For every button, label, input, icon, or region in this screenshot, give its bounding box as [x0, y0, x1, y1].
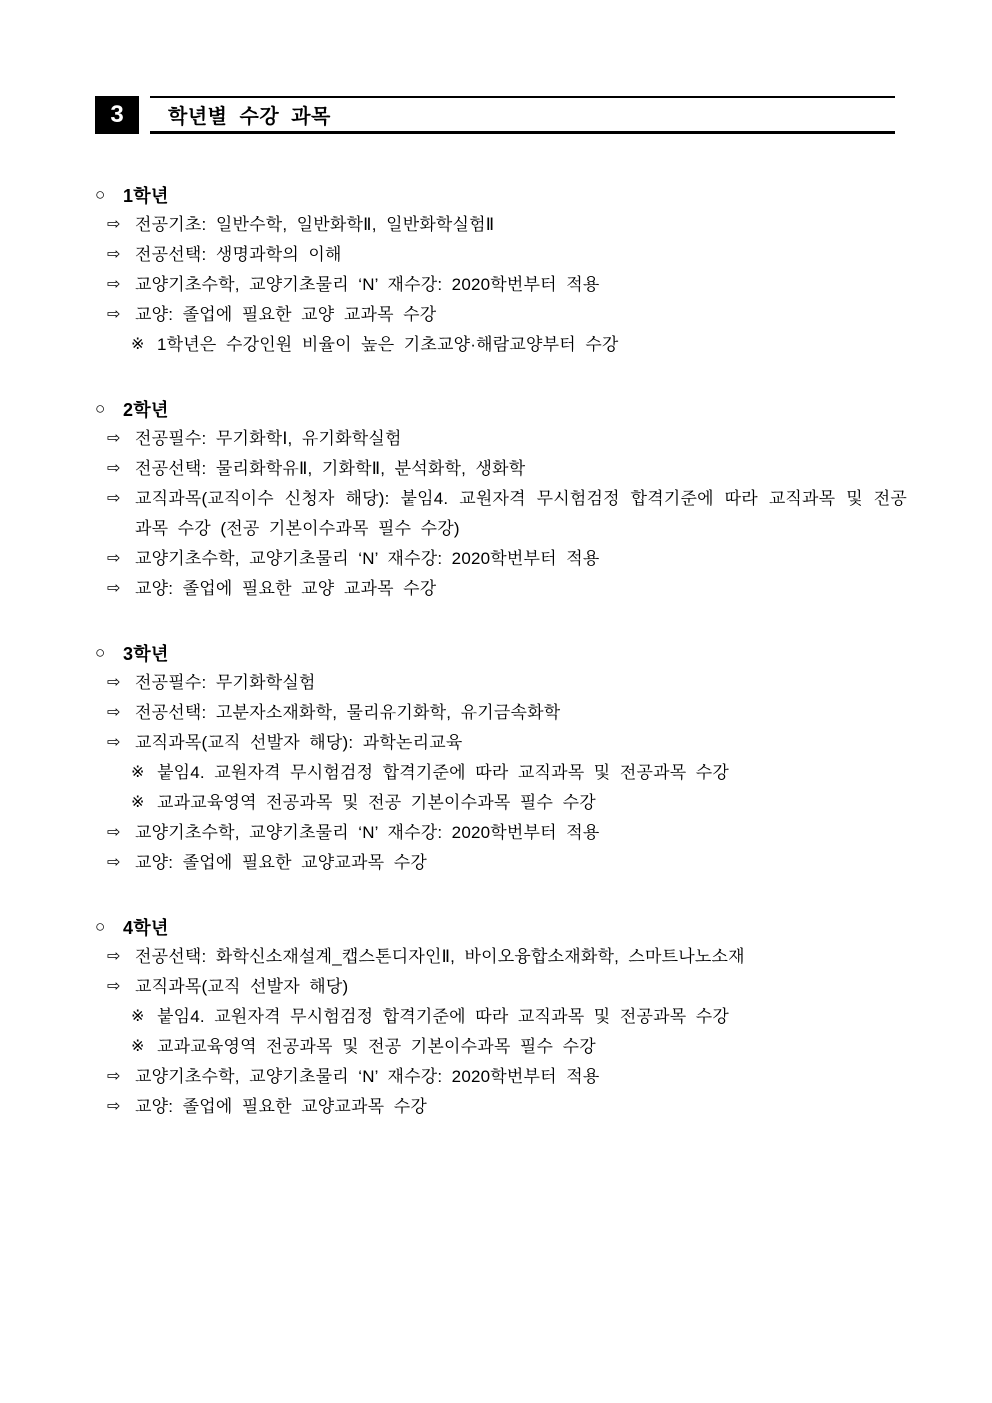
- item-text: 교양기초수학, 교양기초물리 ‘N’ 재수강: 2020학번부터 적용: [135, 1067, 600, 1086]
- item-text: 전공선택: 생명과학의 이해: [135, 245, 342, 264]
- item-text: 전공필수: 무기화학실험: [135, 673, 316, 692]
- course-item: [95, 942, 907, 972]
- course-item: [95, 728, 907, 758]
- arrow-bullet-icon: ⇨: [107, 704, 121, 721]
- course-item: [95, 544, 907, 574]
- item-text: 1학년은 수강인원 비율이 높은 기초교양·해람교양부터 수강: [157, 335, 619, 354]
- course-item: [95, 240, 907, 270]
- section-heading: [95, 912, 907, 942]
- section-title: 2학년: [123, 400, 169, 420]
- section-title: 4학년: [123, 918, 169, 938]
- arrow-bullet-icon: ⇨: [107, 216, 121, 233]
- course-item: [95, 210, 907, 240]
- reference-mark-icon: ※: [131, 1038, 145, 1055]
- arrow-bullet-icon: ⇨: [107, 580, 121, 597]
- section-heading: [95, 180, 907, 210]
- arrow-bullet-icon: ⇨: [107, 734, 121, 751]
- sections-container: [95, 180, 907, 1122]
- circle-bullet-icon: ○: [95, 399, 106, 418]
- circle-bullet-icon: ○: [95, 643, 106, 662]
- course-item: [95, 270, 907, 300]
- course-item: [95, 484, 907, 544]
- item-text: 전공기초: 일반수학, 일반화학Ⅱ, 일반화학실험Ⅱ: [135, 215, 495, 234]
- arrow-bullet-icon: ⇨: [107, 674, 121, 691]
- section-number-badge: 3: [95, 96, 139, 134]
- item-text: 전공선택: 화학신소재설계_캡스톤디자인Ⅱ, 바이오융합소재화학, 스마트나노소재: [135, 947, 745, 966]
- arrow-bullet-icon: ⇨: [107, 824, 121, 841]
- course-item: [95, 424, 907, 454]
- item-text: 교직과목(교직 선발자 해당): 과학논리교육: [135, 733, 463, 752]
- item-text: 교양: 졸업에 필요한 교양 교과목 수강: [135, 305, 437, 324]
- reference-mark-icon: ※: [131, 764, 145, 781]
- item-text: 교양: 졸업에 필요한 교양교과목 수강: [135, 1097, 427, 1116]
- page-title: 학년별 수강 과목: [168, 106, 331, 128]
- section-heading: [95, 638, 907, 668]
- grade-section-1: [95, 180, 907, 360]
- course-item: [95, 848, 907, 878]
- course-item: [95, 972, 907, 1002]
- item-text: 교양기초수학, 교양기초물리 ‘N’ 재수강: 2020학번부터 적용: [135, 549, 600, 568]
- course-item: [95, 668, 907, 698]
- reference-mark-icon: ※: [131, 336, 145, 353]
- note-item: [95, 1032, 907, 1062]
- arrow-bullet-icon: ⇨: [107, 306, 121, 323]
- section-title-rule: [150, 96, 895, 134]
- course-item: [95, 300, 907, 330]
- note-item: [95, 788, 907, 818]
- circle-bullet-icon: ○: [95, 917, 106, 936]
- note-item: [95, 1002, 907, 1032]
- arrow-bullet-icon: ⇨: [107, 430, 121, 447]
- course-item: [95, 698, 907, 728]
- note-item: [95, 758, 907, 788]
- item-text: 전공선택: 물리화학유Ⅱ, 기화학Ⅱ, 분석화학, 생화학: [135, 459, 526, 478]
- reference-mark-icon: ※: [131, 1008, 145, 1025]
- arrow-bullet-icon: ⇨: [107, 460, 121, 477]
- item-text: 교직과목(교직이수 신청자 해당): 붙임4. 교원자격 무시험검정 합격기준에 따라 교직과목 및 전공과목 수강 (전공 기본이수과목 필수 수강): [135, 489, 907, 538]
- item-text: 교과교육영역 전공과목 및 전공 기본이수과목 필수 수강: [157, 1037, 596, 1056]
- course-item: [95, 818, 907, 848]
- grade-section-3: [95, 638, 907, 878]
- course-item: [95, 1092, 907, 1122]
- section-title: 1학년: [123, 186, 169, 206]
- item-text: 교양기초수학, 교양기초물리 ‘N’ 재수강: 2020학번부터 적용: [135, 275, 600, 294]
- grade-section-4: [95, 912, 907, 1122]
- item-text: 교양기초수학, 교양기초물리 ‘N’ 재수강: 2020학번부터 적용: [135, 823, 600, 842]
- arrow-bullet-icon: ⇨: [107, 490, 121, 507]
- item-text: 교양: 졸업에 필요한 교양 교과목 수강: [135, 579, 437, 598]
- arrow-bullet-icon: ⇨: [107, 550, 121, 567]
- note-item: [95, 330, 907, 360]
- item-text: 교과교육영역 전공과목 및 전공 기본이수과목 필수 수강: [157, 793, 596, 812]
- arrow-bullet-icon: ⇨: [107, 246, 121, 263]
- item-text: 교직과목(교직 선발자 해당): [135, 977, 349, 996]
- arrow-bullet-icon: ⇨: [107, 1068, 121, 1085]
- item-text: 전공필수: 무기화학Ⅰ, 유기화학실험: [135, 429, 402, 448]
- arrow-bullet-icon: ⇨: [107, 854, 121, 871]
- circle-bullet-icon: ○: [95, 185, 106, 204]
- arrow-bullet-icon: ⇨: [107, 1098, 121, 1115]
- section-heading: [95, 394, 907, 424]
- course-item: [95, 454, 907, 484]
- numbered-section-header: [95, 96, 895, 134]
- arrow-bullet-icon: ⇨: [107, 978, 121, 995]
- item-text: 교양: 졸업에 필요한 교양교과목 수강: [135, 853, 427, 872]
- arrow-bullet-icon: ⇨: [107, 948, 121, 965]
- item-text: 붙임4. 교원자격 무시험검정 합격기준에 따라 교직과목 및 전공과목 수강: [157, 763, 729, 782]
- item-text: 붙임4. 교원자격 무시험검정 합격기준에 따라 교직과목 및 전공과목 수강: [157, 1007, 729, 1026]
- section-title: 3학년: [123, 644, 169, 664]
- grade-section-2: [95, 394, 907, 604]
- course-item: [95, 1062, 907, 1092]
- arrow-bullet-icon: ⇨: [107, 276, 121, 293]
- course-item: [95, 574, 907, 604]
- reference-mark-icon: ※: [131, 794, 145, 811]
- item-text: 전공선택: 고분자소재화학, 물리유기화학, 유기금속화학: [135, 703, 561, 722]
